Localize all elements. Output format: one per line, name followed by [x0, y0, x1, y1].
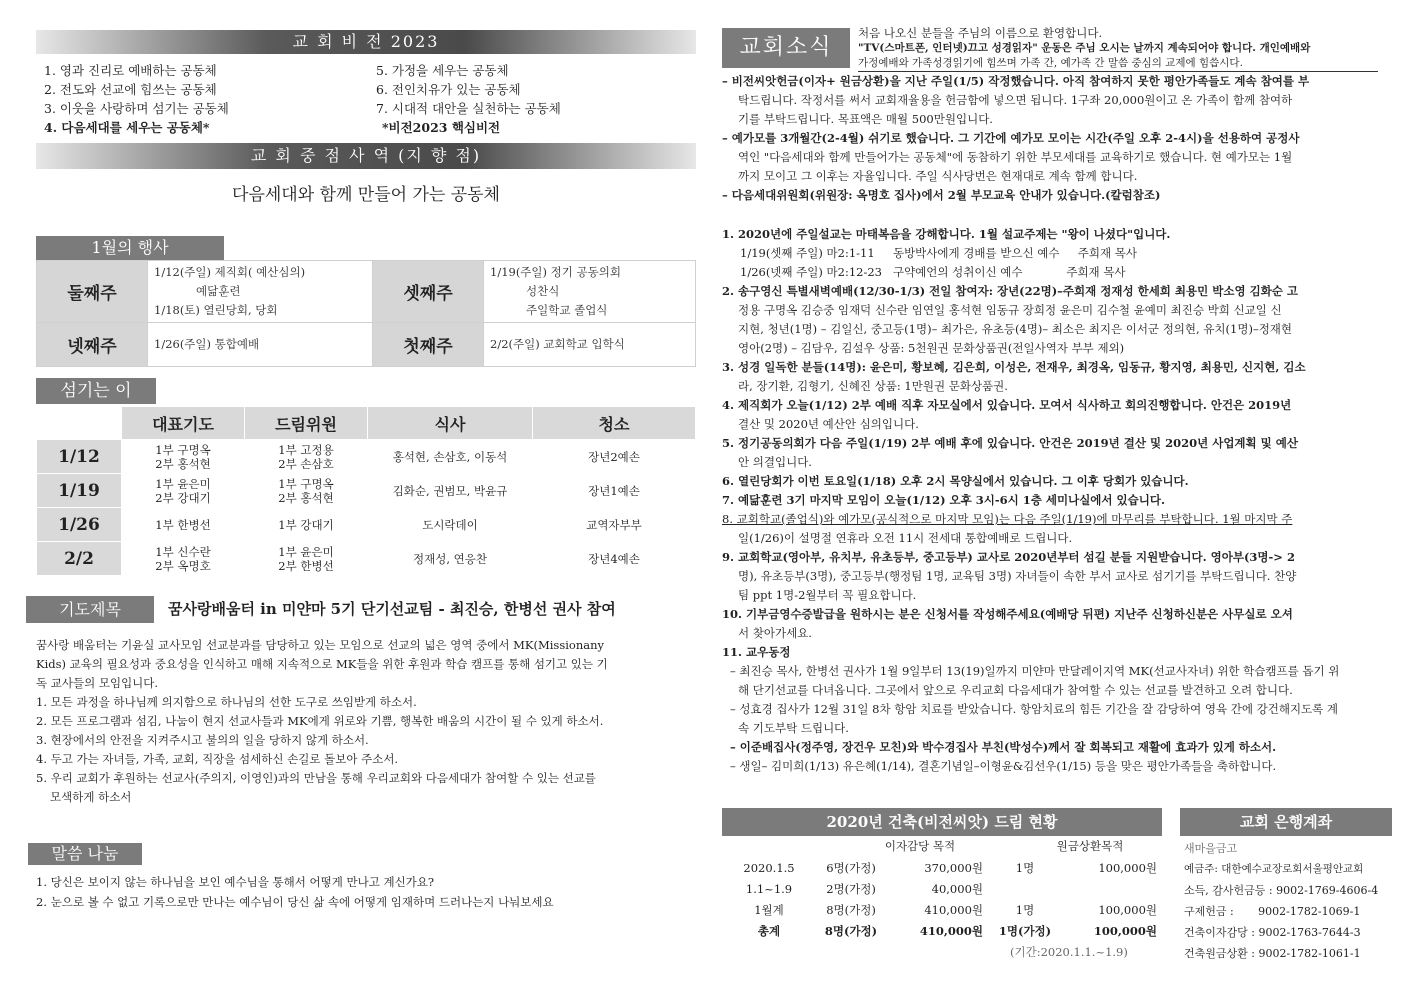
welcome-line: 가정예배와 가족성경읽기에 힘쓰며 가족 간, 예가족 간 말씀 중심의 교제에 힘씁시다.: [858, 57, 1243, 69]
servers-date: 1/26: [37, 508, 122, 542]
bank-account: 구제헌금 : 9002-1782-1069-1: [1184, 905, 1361, 918]
events-row: [37, 261, 696, 323]
servers-meal: 정재성, 연응찬: [368, 542, 533, 576]
building-cell: 100,000원: [1093, 923, 1157, 938]
servers-person: 2부 옥명호: [155, 558, 211, 573]
news-item: 4. 제직회가 오늘(1/12) 2부 예배 직후 자모실에서 있습니다. 모여서 식사하고 회의진행합니다. 안건은 2019년: [722, 398, 1292, 412]
building-cell: 410,000원: [919, 923, 983, 938]
servers-person: 1부 고정용: [278, 442, 334, 457]
news-item: 일(1/26)이 설명절 연휴라 오전 11시 전세대 통합예배로 드립니다.: [738, 531, 1073, 545]
events-line: 2/2(주일) 교회학교 입학식: [490, 337, 625, 351]
news-item: 정용 구명옥 김승중 임재덕 신수란 임연일 홍석현 임동규 장희정 윤은미 김수철 윤예미 최진승 박희 신교일 신: [738, 303, 1282, 317]
servers-person: 1부 구명옥: [155, 442, 211, 457]
servers-table: [36, 406, 696, 576]
events-text: [484, 261, 696, 323]
prayer-item: 모색하게 하소서: [50, 790, 132, 804]
servers-date: 1/19: [37, 474, 122, 508]
news-item: – 성효경 집사가 12월 31일 8차 항암 치료를 받았습니다. 항암치료의 힘든 기간을 잘 감당하여 영육 간에 강건해지도록 계: [730, 702, 1339, 716]
events-line: 1/26(주일) 통합예배: [154, 337, 260, 351]
building-cell: [984, 878, 1066, 899]
news-bullet: – 비전씨앗헌금(이자+ 원금상환)을 지난 주일(1/5) 작정했습니다. 아직 참여하지 못한 평안가족들도 계속 참여를 부: [722, 74, 1310, 88]
events-line: 주일학교 졸업식: [526, 303, 608, 317]
servers-row: [37, 440, 696, 474]
news-welcome: [858, 26, 1378, 72]
servers-person: 1부 신수란: [155, 544, 211, 559]
building-cell: 100,000원: [1098, 860, 1157, 875]
building-cell: 8명(가정): [826, 902, 876, 917]
prayer-body: [36, 636, 696, 807]
servers-meal: 김화순, 권범모, 박윤규: [368, 474, 533, 508]
vision-item-core: 4. 다음세대를 세우는 공동체*: [44, 120, 210, 135]
vision-title: 교 회 비 전 2023: [292, 32, 440, 51]
servers-header: 드림위원: [245, 407, 368, 440]
vision-core-note: *비전2023 핵심비전: [382, 120, 501, 135]
servers-dream: [245, 440, 368, 474]
news-bullet: 탁드립니다. 작정서를 써서 교회재율용을 헌금함에 넣으면 됩니다. 1구좌 20,000원이고 온 가족이 함께 참여하: [738, 93, 1293, 107]
building-note: (기간:2020.1.1.~1.9): [1010, 945, 1128, 959]
servers-date: 2/2: [37, 542, 122, 576]
news-tag: 교회소식: [739, 35, 833, 60]
prayer-intro-line: Kids) 교육의 필요성과 중요성을 인식하고 매해 지속적으로 MK들을 위한 후원과 학습 캠프를 통해 섬기고 있는 기: [36, 657, 608, 671]
news-item: 영아(2명) – 김담우, 김설우 상품: 5천원권 문화상품권(전일사역자 부부 제외): [738, 341, 1125, 355]
prayer-heading: 꿈사랑배움터 in 미얀마 5기 단기선교팀 - 최진승, 한병선 권사 참여: [168, 600, 616, 618]
servers-clean: 교역자부부: [533, 508, 696, 542]
servers-date: 1/12: [37, 440, 122, 474]
servers-person: 1부 윤은미: [278, 544, 334, 559]
news-item: 10. 기부금영수증발급을 원하시는 분은 신청서를 작성해주세요(예배당 뒤편) 지난주 신청하신분은 사무실로 오셔: [722, 607, 1293, 621]
news-bullet: – 예가모를 3개월간(2-4월) 쉬기로 했습니다. 그 기간에 예가모 모이는 시간(주일 오후 2-4시)을 선용하여 공정사: [722, 131, 1300, 145]
events-row: [37, 323, 696, 367]
prayer-intro-line: 꿈사랑 배움터는 기윤실 교사모임 선교분과를 담당하고 있는 모임으로 선교의 넓은 영역 중에서 MK(Missionany: [36, 638, 604, 652]
focus-title: 교 회 중 점 사 역 (지 향 점): [250, 146, 482, 165]
building-title-bar: [722, 808, 1162, 836]
building-row: [728, 857, 1158, 878]
news-item: 1. 2020년에 주일설교는 마태복음을 강해합니다. 1월 설교주제는 "왕이 나셨다"입니다.: [722, 227, 1171, 241]
news-item: 1/26(넷째 주일) 마2:12-23 구약예언의 성취이신 예수 주희재 목사: [740, 265, 1126, 279]
vision-item: 1. 영과 진리로 예배하는 공동체: [44, 63, 217, 78]
bank-title-bar: [1180, 808, 1392, 836]
servers-clean: 장년4예손: [533, 542, 696, 576]
servers-person: 1부 한병선: [155, 517, 211, 532]
events-label: 둘째주: [37, 261, 148, 323]
news-item: 안 의결입니다.: [738, 455, 812, 469]
events-text: [148, 261, 373, 323]
news-body: [722, 72, 1382, 776]
servers-person: 1부 강대기: [278, 517, 334, 532]
events-line: 성찬식: [526, 284, 560, 298]
news-item: 명), 유초등부(3명), 중고등부(행정팀 1명, 교육팀 3명) 자녀들이 속한 부서 교사로 섬기기를 부탁드립니다. 찬양: [738, 569, 1297, 583]
servers-row: [37, 474, 696, 508]
news-item: 속 기도부탁 드립니다.: [738, 721, 849, 735]
vision-item: 3. 이웃을 사랑하며 섬기는 공동체: [44, 101, 229, 116]
welcome-line: 처음 나오신 분들을 주님의 이름으로 환영합니다.: [858, 26, 1103, 40]
events-label: 셋째주: [373, 261, 484, 323]
servers-header: 식사: [368, 407, 533, 440]
servers-person: 1부 윤은미: [155, 476, 211, 491]
news-item: 8. 교회학교(졸업식)와 예가모(공식적으로 마지막 모임)는 다음 주일(1/19)에 마무리를 부탁합니다. 1월 마지막 주: [722, 512, 1293, 526]
news-item: 결산 및 2020년 예산안 심의입니다.: [738, 417, 919, 431]
servers-person: 2부 홍석현: [155, 456, 211, 471]
bank-line: 새마을금고: [1184, 842, 1238, 855]
vision-item: 6. 전인치유가 있는 공동체: [376, 82, 521, 97]
word-item: 1. 당신은 보이지 않는 하나님을 보인 예수님을 통해서 어떻게 만나고 계신가요?: [36, 875, 435, 889]
building-cell: 총계: [757, 923, 781, 938]
bank-account: 건축원금상환 : 9002-1782-1061-1: [1184, 947, 1361, 960]
building-col-a: 이자감당 목적: [884, 839, 956, 853]
building-cell: 370,000원: [924, 860, 983, 875]
servers-header: 대표기도: [122, 407, 245, 440]
news-item: – 최진승 목사, 한병선 권사가 1월 9일부터 13(19)일까지 미얀마 만달레이지역 MK(선교사자녀) 위한 학습캠프를 돕기 위: [730, 664, 1340, 678]
building-cell: [1066, 878, 1158, 899]
building-col-b: 원금상환목적: [1056, 839, 1124, 853]
servers-prayer: [122, 542, 245, 576]
servers-dream: [245, 508, 368, 542]
news-item: – 이준배집사(정주영, 장건우 모친)와 박수경집사 부친(박성수)께서 잘 회복되고 재활에 효과가 있게 하소서.: [730, 740, 1277, 754]
building-cell: 100,000원: [1098, 902, 1157, 917]
events-label: 넷째주: [37, 323, 148, 367]
events-line: 1/12(주일) 제직회( 예산심의): [154, 265, 306, 279]
building-cell: 8명(가정): [824, 923, 878, 938]
building-cell: 1.1~1.9: [745, 881, 793, 896]
events-text: [148, 323, 373, 367]
prayer-item: 2. 모든 프로그램과 섬김, 나눔이 현지 선교사들과 MK에게 위로와 기쁨, 행복한 배움의 시간이 될 수 있게 하소서.: [36, 714, 604, 728]
bank-list: [1184, 838, 1394, 964]
news-bullet: – 다음세대위원회(위원장: 옥명호 집사)에서 2월 부모교육 안내가 있습니다.(칼럼참조): [722, 188, 1161, 202]
servers-row: [37, 542, 696, 576]
servers-prayer: [122, 508, 245, 542]
welcome-line: "TV(스마트폰, 인터넷)끄고 성경읽자" 운동은 주님 오시는 날까지 계속되어야 합니다. 개인예배와: [858, 42, 1311, 54]
building-cell: 410,000원: [924, 902, 983, 917]
events-line: 예닮훈련: [196, 284, 241, 298]
servers-row: [37, 508, 696, 542]
bank-title: 교회 은행계좌: [1239, 813, 1333, 831]
prayer-item: 1. 모든 과정을 하나님께 의지함으로 하나님의 선한 도구로 쓰임받게 하소서.: [36, 695, 417, 709]
servers-prayer: [122, 440, 245, 474]
events-line: 1/18(토) 열린당회, 당회: [154, 303, 278, 317]
servers-person: 2부 강대기: [155, 490, 211, 505]
news-item: 11. 교우동정: [722, 645, 791, 659]
building-row: [728, 899, 1158, 920]
servers-clean: 장년2예손: [533, 440, 696, 474]
servers-person: 2부 한병선: [278, 558, 334, 573]
events-tag: 1월의 행사: [36, 236, 224, 260]
news-item: 9. 교회학교(영아부, 유치부, 유초등부, 중고등부) 교사로 2020년부터 섬길 분들 지원받습니다. 영아부(3명-> 2: [722, 550, 1295, 564]
servers-meal: 홍석현, 손삼호, 이동석: [368, 440, 533, 474]
vision-left-list: [44, 61, 364, 137]
news-item: 라, 장기환, 김형기, 신혜진 상품: 1만원권 문화상품권.: [738, 379, 1008, 393]
news-item: 서 찾아가세요.: [738, 626, 812, 640]
servers-clean: 장년1예손: [533, 474, 696, 508]
building-title: 2020년 건축(비전씨앗) 드림 현황: [826, 813, 1058, 831]
bank-account: 소득, 감사헌금등 : 9002-1769-4606-4: [1184, 884, 1379, 897]
building-cell: 1월계: [754, 902, 784, 917]
prayer-tag: 기도제목: [26, 596, 154, 623]
news-item: 3. 성경 일독한 분들(14명): 윤은미, 황보혜, 김은희, 이성은, 전재우, 최경옥, 임동규, 황지영, 최용민, 신지현, 김소: [722, 360, 1306, 374]
building-cell: 1명(가정): [998, 923, 1052, 938]
servers-dream: [245, 474, 368, 508]
news-item: – 생일– 김미희(1/13) 유은혜(1/14), 결혼기념일–이형윤&김선우(1/15) 등을 맞은 평안가족들을 축하합니다.: [730, 759, 1277, 773]
building-cell: 2020.1.5: [743, 860, 795, 875]
word-item: 2. 눈으로 볼 수 없고 기록으로만 만나는 예수님이 당신 삶 속에 어떻게 임재하며 드러나는지 나눠보세요: [36, 895, 554, 909]
news-item: 해 단기선교를 다녀옵니다. 그곳에서 앞으로 우리교회 다음세대가 참여할 수 있는 선교를 발견하고 오려 합니다.: [738, 683, 1293, 697]
servers-person: 2부 홍석현: [278, 490, 334, 505]
building-cell: 1명: [1015, 860, 1035, 875]
news-item: 6. 열린당회가 이번 토요일(1/18) 오후 2시 목양실에서 있습니다. 그 이후 당회가 있습니다.: [722, 474, 1189, 488]
focus-text: 다음세대와 함께 만들어 가는 공동체: [232, 185, 500, 205]
prayer-item: 4. 두고 가는 자녀들, 가족, 교회, 직장을 섬세하신 손길로 돌보아 주소서.: [36, 752, 399, 766]
building-cell: 40,000원: [931, 881, 983, 896]
events-line: 1/19(주일) 정기 공동의회: [490, 265, 621, 279]
bank-line: 예금주: 대한예수교장로회서울평안교회: [1184, 863, 1364, 875]
servers-prayer: [122, 474, 245, 508]
servers-tag: 섬기는 이: [36, 378, 156, 404]
events-table: [36, 260, 696, 367]
vision-right-list: [376, 61, 696, 137]
news-item: 팀 ppt 1명-2월부터 꼭 필요합니다.: [738, 588, 917, 602]
news-item: 2. 송구영신 특별새벽예배(12/30-1/3) 전일 참여자: 장년(22명)–주희재 정재성 한세희 최용민 박소영 김화순 고: [722, 284, 1299, 298]
news-bullet: 기를 부탁드립니다. 목표액은 매월 500만원입니다.: [738, 112, 993, 126]
prayer-item: 5. 우리 교회가 후원하는 선교사(주의지, 이영인)과의 만남을 통해 우리교회와 다음세대가 참여할 수 있는 선교를: [36, 771, 596, 785]
vision-title-bar: [36, 30, 696, 54]
servers-meal: 도시락데이: [368, 508, 533, 542]
building-total-row: [728, 920, 1158, 941]
building-table: [728, 857, 1158, 941]
bank-account: 건축이자감당 : 9002-1763-7644-3: [1184, 926, 1361, 939]
servers-person: 2부 손삼호: [278, 456, 334, 471]
building-cell: 1명: [1015, 902, 1035, 917]
servers-person: 1부 구명옥: [278, 476, 334, 491]
vision-item: 2. 전도와 선교에 힘쓰는 공동체: [44, 82, 217, 97]
news-item: 7. 예닮훈련 3기 마지막 모임이 오늘(1/12) 오후 3시-6시 1층 세미나실에서 있습니다.: [722, 493, 1165, 507]
building-cell: 6명(가정): [826, 860, 876, 875]
prayer-item: 3. 현장에서의 안전을 지켜주시고 불의의 일을 당하지 않게 하소서.: [36, 733, 369, 747]
servers-dream: [245, 542, 368, 576]
events-text: [484, 323, 696, 367]
news-bullet: 역인 "다음세대와 함께 만들어가는 공동체"에 동참하기 위한 부모세대를 교육하기로 했습니다. 현 예가모는 1월: [738, 150, 1293, 164]
word-tag: 말씀 나눔: [28, 843, 142, 865]
building-cell: 2명(가정): [826, 881, 876, 896]
word-body: [36, 872, 696, 912]
events-label: 첫째주: [373, 323, 484, 367]
vision-item: 5. 가정을 세우는 공동체: [376, 63, 509, 78]
news-bullet: 까지 모이고 그 이후는 자율입니다. 주일 식사당번은 현재대로 계속 함께 합니다.: [738, 169, 1138, 183]
prayer-intro-line: 독 교사들의 모임입니다.: [36, 676, 159, 690]
vision-item: 7. 시대적 대안을 실천하는 공동체: [376, 101, 561, 116]
building-row: [728, 878, 1158, 899]
news-item: 지현, 청년(1명) – 김일신, 중고등(1명)– 최가은, 유초등(4명)– 최소은 최지은 이서군 정의현, 유치(1명)–정재현: [738, 322, 1293, 336]
servers-header-row: [37, 407, 696, 440]
focus-title-bar: [36, 143, 696, 169]
news-item: 5. 정기공동의회가 다음 주일(1/19) 2부 예배 후에 있습니다. 안건은 2019년 결산 및 2020년 사업계획 및 예산: [722, 436, 1298, 450]
servers-header: 청소: [533, 407, 696, 440]
news-tag-box: [722, 28, 850, 68]
news-item: 1/19(셋째 주일) 마2:1-11 동방박사에게 경배를 받으신 예수 주희재 목사: [740, 246, 1137, 260]
